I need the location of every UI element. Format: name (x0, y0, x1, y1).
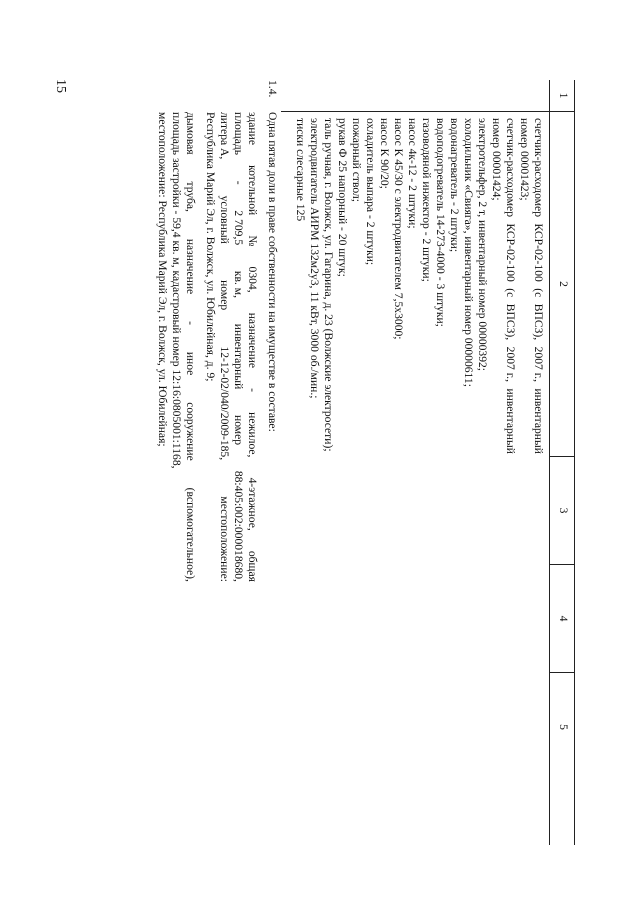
rotated-document (115, 80, 575, 845)
word: номер (218, 280, 231, 311)
word: ВПСЗ), (532, 303, 545, 341)
column-header-1: 1 (550, 80, 574, 112)
text-line (503, 118, 517, 454)
word: сооружение (184, 402, 197, 461)
word: номер (232, 415, 245, 446)
section-text (155, 112, 281, 582)
word: КСР-02-100 (532, 223, 545, 282)
word: счетчик-расходомер (532, 118, 545, 217)
word: № (246, 235, 259, 247)
section-1-4 (155, 80, 281, 845)
word: 12-12-02/040/2009-185, (218, 346, 231, 461)
text-line: электротельфер, 2 т, инвентарный номер 00000392; (476, 118, 489, 372)
word: инвентарный (504, 388, 517, 454)
word: общая (246, 550, 259, 582)
text-line: площадь застройки - 59,4 кв. м, кадастровый номер 12:16:0805001:1168, (170, 112, 183, 469)
text-line: рукав Ф 25 напорный - 20 штук; (336, 118, 349, 277)
word: (вспомогательное), (184, 487, 197, 582)
column-header-5: 5 (557, 724, 570, 730)
word: назначение (184, 238, 197, 295)
text-line (231, 112, 245, 582)
table-number-column (281, 80, 549, 112)
text-line (531, 118, 545, 454)
table-body (281, 80, 549, 845)
text-line: газоводяной инжектор - 2 штуки; (420, 118, 433, 282)
word: 2 709,5 (232, 210, 245, 246)
text-line: таль ручная, г. Волжск, ул. Гагарина, д. 23 (Волжские электросети); (322, 118, 335, 452)
section-intro: Одна пятая доли в праве собственности на имуществе в составе: (266, 112, 279, 432)
word: литера А, (218, 112, 231, 160)
text-line: насос 4к-12 - 2 штуки; (406, 118, 419, 229)
text-line: водоподогреватель 14-273-4000 - 3 штуки; (434, 118, 447, 327)
word: ВПСЗ), (504, 303, 517, 341)
column-header-2: 2 (550, 112, 574, 457)
word: - (232, 180, 245, 185)
word: инвентарный (232, 323, 245, 390)
word: 2007 г., (532, 346, 545, 382)
text-line: электродвигатель АИРМ 132м2у3, 11 кВт, 3000 об./мин.; (308, 118, 321, 399)
text-line: номер 00001424; (490, 118, 503, 201)
chimney-item (155, 112, 197, 582)
equipment-list (281, 112, 549, 457)
word: иное (184, 351, 197, 376)
word: КСР-02-100 (504, 223, 517, 282)
text-line: Республика Марий Эл, г. Волжск, ул. Юбилейная, д. 9; (204, 112, 217, 382)
page-number: 15 (53, 79, 68, 93)
word: 4-этажное, (246, 477, 259, 531)
text-line: насос К 45/30 с электродвигателем 7,5х3000; (392, 118, 405, 340)
word: условный (218, 195, 231, 244)
word: здание (246, 112, 259, 145)
text-line: насос К 90/20; (378, 118, 391, 189)
text-line: водонагреватель - 2 штуки; (448, 118, 461, 253)
text-line: холодильник «Свияга», инвентарный номер 00000611; (462, 118, 475, 387)
text-line: охладитель выпара - 2 штуки; (364, 118, 377, 266)
word: инвентарный (532, 388, 545, 454)
column-header-4: 4 (550, 565, 574, 673)
text-line: номер 00001423; (518, 118, 531, 201)
word: счетчик-расходомер (504, 118, 517, 217)
word: - (184, 321, 197, 325)
word: (с (504, 288, 517, 298)
text-line (245, 112, 259, 582)
word: 0304, (246, 266, 259, 293)
section-number: 1.4. (266, 80, 279, 98)
text-line: пожарный ствол; (350, 118, 363, 203)
column-header-3: 3 (550, 457, 574, 565)
word: площадь (232, 112, 245, 156)
word: 2007 г., (504, 346, 517, 382)
word: котельной (246, 165, 259, 216)
word: (с (532, 288, 545, 298)
word: кв. м, (232, 270, 245, 299)
word: назначение (246, 312, 259, 369)
table-header-row (549, 80, 575, 845)
boiler-building-item (203, 112, 259, 582)
text-line (183, 112, 197, 582)
word: дымовая (184, 112, 197, 155)
word: - (246, 388, 259, 393)
text-line: местоположение: Республика Марий Эл, г. Волжск, ул. Юбилейная; (156, 112, 169, 447)
word: нежилое, (246, 412, 259, 458)
word: 88:405:002:000018680, (232, 470, 245, 582)
text-line (217, 112, 231, 582)
text-line: тиски слесарные 125 (294, 118, 307, 222)
word: местоположение: (218, 496, 231, 582)
word: труба, (184, 181, 197, 212)
